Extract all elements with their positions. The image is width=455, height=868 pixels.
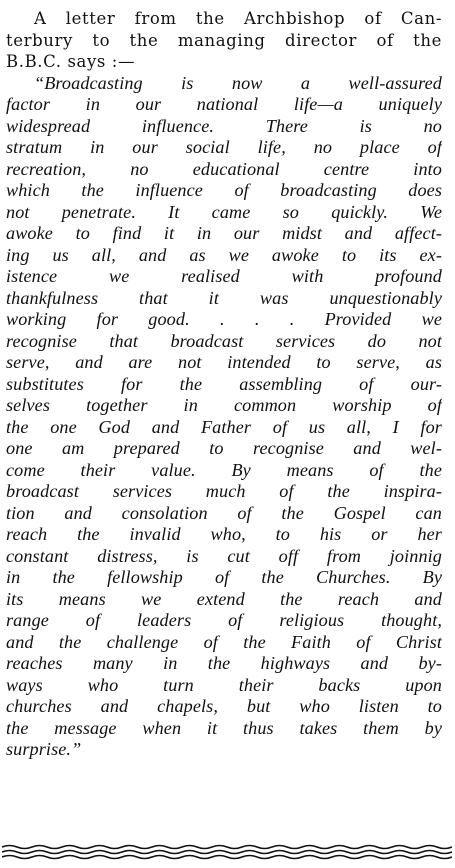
quote-line: one am prepared to recognise and wel- <box>6 438 442 458</box>
intro-line: B.B.C. says :— <box>6 52 136 71</box>
quote-line: thankfulness that it was unquestionably <box>6 287 442 308</box>
quote-line: range of leaders of religious thought, <box>6 610 442 630</box>
quote-line: factor in our national life—a uniquely <box>6 94 442 114</box>
quote-line: the one God and Father of us all, I for <box>6 416 442 437</box>
quote-line: ing us all, and as we awoke to its ex- <box>6 244 442 265</box>
wavy-column-rule <box>2 844 452 860</box>
quote-line: which the influence of broadcasting does <box>6 180 442 200</box>
quote-line: awoke to find it in our midst and affect- <box>6 223 442 243</box>
quote-line: stratum in our social life, no place of <box>6 137 442 157</box>
quote-line: tion and consolation of the Gospel can <box>6 502 442 523</box>
quote-line: istence we realised with profound <box>6 266 442 286</box>
quote-line: ways who turn their backs upon <box>6 674 442 695</box>
quote-line: recreation, no educational centre into <box>6 158 442 179</box>
quote-line: churches and chapels, but who listen to <box>6 696 442 716</box>
quote-line: surprise.” <box>6 739 82 759</box>
quote-line: the message when it thus takes them by <box>6 717 442 738</box>
quote-line: its means we extend the reach and <box>6 588 442 609</box>
quote-line: reaches many in the highways and by- <box>6 653 442 673</box>
quote-line: not penetrate. It came so quickly. We <box>6 201 442 222</box>
quote-line: broadcast services much of the inspira- <box>6 481 442 501</box>
quote-line: and the challenge of the Faith of Christ <box>6 631 442 652</box>
quote-line: substitutes for the assembling of our- <box>6 373 442 394</box>
quote-line: widespread influence. There is no <box>6 115 442 136</box>
quote-line: serve, and are not intended to serve, as <box>6 352 442 372</box>
quote-line: constant distress, is cut off from joinnig <box>6 545 442 566</box>
quote-line: selves together in common worship of <box>6 395 442 415</box>
quote-line: working for good. . . . Provided we <box>6 309 442 329</box>
article-text <box>6 8 442 761</box>
quote-line: “Broadcasting is now a well-assured <box>34 72 442 93</box>
intro-line: A letter from the Archbishop of Can- <box>34 9 442 28</box>
quote-line: recognise that broadcast services do not <box>6 330 442 351</box>
quote-line: reach the invalid who, to his or her <box>6 524 442 544</box>
intro-line: terbury to the managing director of the <box>6 30 442 50</box>
quote-line: in the fellowship of the Churches. By <box>6 567 442 587</box>
quote-line: come their value. By means of the <box>6 459 442 480</box>
